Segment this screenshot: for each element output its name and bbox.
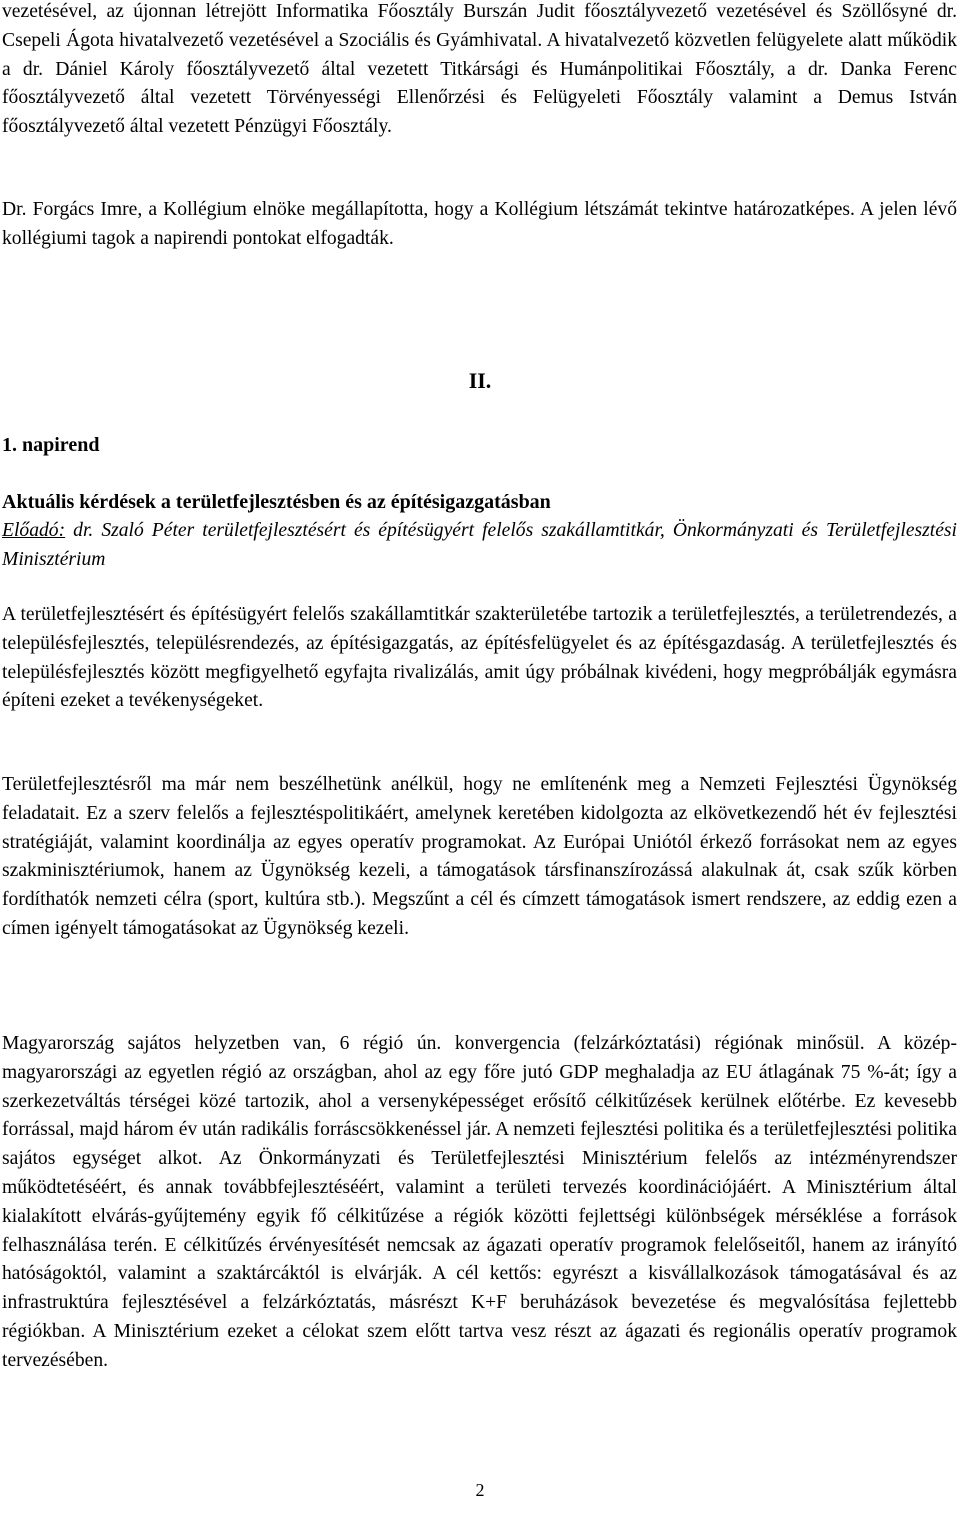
agenda-title: Aktuális kérdések a területfejlesztésben és az építésigazgatásban	[2, 491, 551, 513]
body-paragraph-2: Területfejlesztésről ma már nem beszélhetünk anélkül, hogy ne említenénk meg a Nemzeti Fejlesztési Ügynökség feladatait. Ez a szerv felelős a fejlesztéspolitikáért, amelynek keretében kidolgozta az elkövetkezendő hét év fejlesztési stratégiáját, valamint koordinálja az egyes operatív programokat. Az Európai Uniótól érkező forrásokat nem az egyes szakminisztériumok, hanem az Ügynökség kezeli, a támogatások társfinanszírozássá alakulnak át, csak szűk körben fordíthatók nemzeti célra (sport, kultúra stb.). Megszűnt a cél és címzett támogatások ismert rendszere, az eddig ezen a címen igényelt támogatásokat az Ügynökség kezeli.	[2, 774, 957, 939]
presenter-text: dr. Szaló Péter területfejlesztésért és építésügyért felelős szakállamtitkár, Önkormányzati és Területfejlesztési Minisztérium	[2, 520, 957, 570]
page-number: 2	[475, 1480, 485, 1500]
body-paragraph-3: Magyarország sajátos helyzetben van, 6 régió ún. konvergencia (felzárkóztatási) régiónak minősül. A közép-magyarországi az egyetlen régió az országban, ahol az egy főre jutó GDP meghaladja az EU átlagának 75 %-át; így a szerkezetváltás térségei közé tartozik, ahol a versenyképességet erősítő célkitűzések kerülnek előtérbe. Ez kevesebb forrással, majd három év után radikális forráscsökkenéssel jár. A nemzeti fejlesztési politika és a területfejlesztési politika sajátos egységet alkot. Az Önkormányzati és Területfejlesztési Minisztérium felelős az intézményrendszer működtetéséért, és annak továbbfejlesztéséért, valamint a területi tervezés koordinációjáért. A Minisztérium által kialakított elvárás-gyűjtemény egyik fő célkitűzése a régiók közötti fejlettségi különbségek mérséklése a források felhasználása terén. E célkitűzés érvényesítését nemcsak az ágazati operatív programok felelőseitől, hanem az irányító hatóságoktól, valamint a szaktárcáktól is elvárják. A cél kettős: egyrészt a kisvállalkozások támogatásával és az infrastruktúra fejlesztésével a felzárkóztatás, másrészt K+F beruházások bevezetése és megvalósítása fejlettebb régiókban. A Minisztérium ezeket a célokat szem előtt tartva vesz részt az ágazati és regionális operatív programok tervezésében.	[2, 1033, 957, 1371]
presenter-line	[2, 516, 957, 574]
agenda-item-number: 1. napirend	[2, 434, 100, 456]
presenter-label: Előadó:	[2, 520, 66, 541]
section-number: II.	[468, 368, 492, 393]
body-paragraph-1: A területfejlesztésért és építésügyért felelős szakállamtitkár szakterületébe tartozik a területfejlesztés, a területrendezés, a településfejlesztés, településrendezés, az építésigazgatás, az építésfelügyelet és az építésgazdaság. A területfejlesztés és településfejlesztés között megfigyelhető egyfajta rivalizálás, amit úgy próbálnak kivédeni, hogy megpróbálják egymásra építeni ezeket a tevékenységeket.	[2, 604, 957, 712]
intro-paragraph: vezetésével, az újonnan létrejött Informatika Főosztály Burszán Judit főosztályvezető vezetésével és Szöllősyné dr. Csepeli Ágota hivatalvezető vezetésével a Szociális és Gyámhivatal. A hivatalvezető közvetlen felügyelete alatt működik a dr. Dániel Károly főosztályvezető által vezetett Titkársági és Humánpolitikai Főosztály, a dr. Danka Ferenc főosztályvezető által vezetett Törvényességi Ellenőrzési és Felügyeleti Főosztály valamint a Demus István főosztályvezető által vezetett Pénzügyi Főosztály.	[2, 1, 957, 138]
quorum-paragraph: Dr. Forgács Imre, a Kollégium elnöke megállapította, hogy a Kollégium létszámát tekintve határozatképes. A jelen lévő kollégiumi tagok a napirendi pontokat elfogadták.	[2, 199, 957, 249]
